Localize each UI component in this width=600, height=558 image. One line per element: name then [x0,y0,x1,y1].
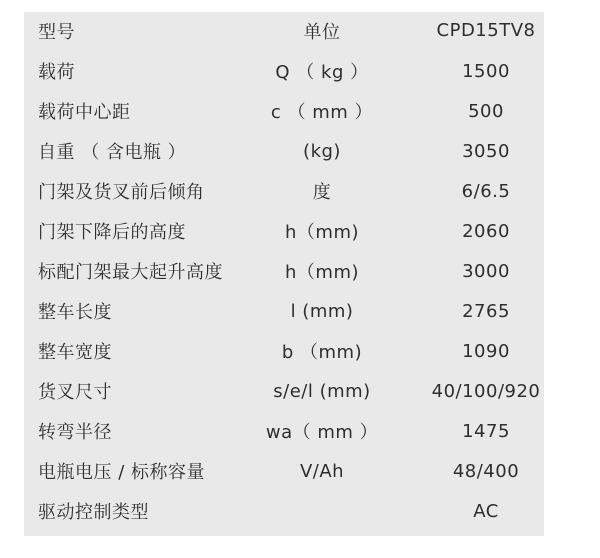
row-label: 门架及货叉前后倾角 [24,172,256,210]
row-label: 转弯半径 [24,412,256,450]
row-label: 整车长度 [24,292,256,330]
table-header-row [24,12,544,49]
row-value: 2765 [410,292,544,330]
table-row [24,412,544,450]
table-row [24,52,544,90]
row-unit: (kg) [258,132,408,170]
table-row [24,372,544,410]
row-value: AC [410,492,544,530]
row-unit [258,492,408,530]
row-value: 1090 [410,332,544,370]
row-label: 载荷 [24,52,256,90]
row-unit: 度 [258,172,408,210]
row-value: 2060 [410,212,544,250]
table-row [24,292,544,330]
row-label: 标配门架最大起升高度 [24,252,256,290]
row-value: 3050 [410,132,544,170]
row-label: 整车宽度 [24,332,256,370]
row-unit: s/e/l (mm) [258,372,408,410]
row-unit: Q （ kg ） [258,52,408,90]
table-row [24,332,544,370]
table-row [24,252,544,290]
row-label: 货叉尺寸 [24,372,256,410]
row-unit: c （ mm ） [258,92,408,130]
row-value: 3000 [410,252,544,290]
table-row [24,92,544,130]
table-row [24,212,544,250]
row-value: 1475 [410,412,544,450]
row-label: 载荷中心距 [24,92,256,130]
table-row [24,172,544,210]
row-value: 40/100/920 [410,372,544,410]
row-label: 驱动控制类型 [24,492,256,530]
row-unit: l (mm) [258,292,408,330]
header-model: 型号 [24,12,256,49]
row-unit: h（mm) [258,252,408,290]
row-label: 电瓶电压 / 标称容量 [24,452,256,490]
header-model-code: CPD15TV8 [410,12,544,49]
row-unit: b （mm) [258,332,408,370]
row-value: 48/400 [410,452,544,490]
table-row [24,492,544,530]
table-row [24,452,544,490]
row-value: 6/6.5 [410,172,544,210]
row-value: 500 [410,92,544,130]
row-label: 门架下降后的高度 [24,212,256,250]
row-unit: h（mm) [258,212,408,250]
row-label: 自重 （ 含电瓶 ） [24,132,256,170]
row-value: 1500 [410,52,544,90]
spec-table [24,12,544,536]
header-unit: 单位 [258,12,408,49]
table-row [24,132,544,170]
row-unit: wa（ mm ） [258,412,408,450]
row-unit: V/Ah [258,452,408,490]
